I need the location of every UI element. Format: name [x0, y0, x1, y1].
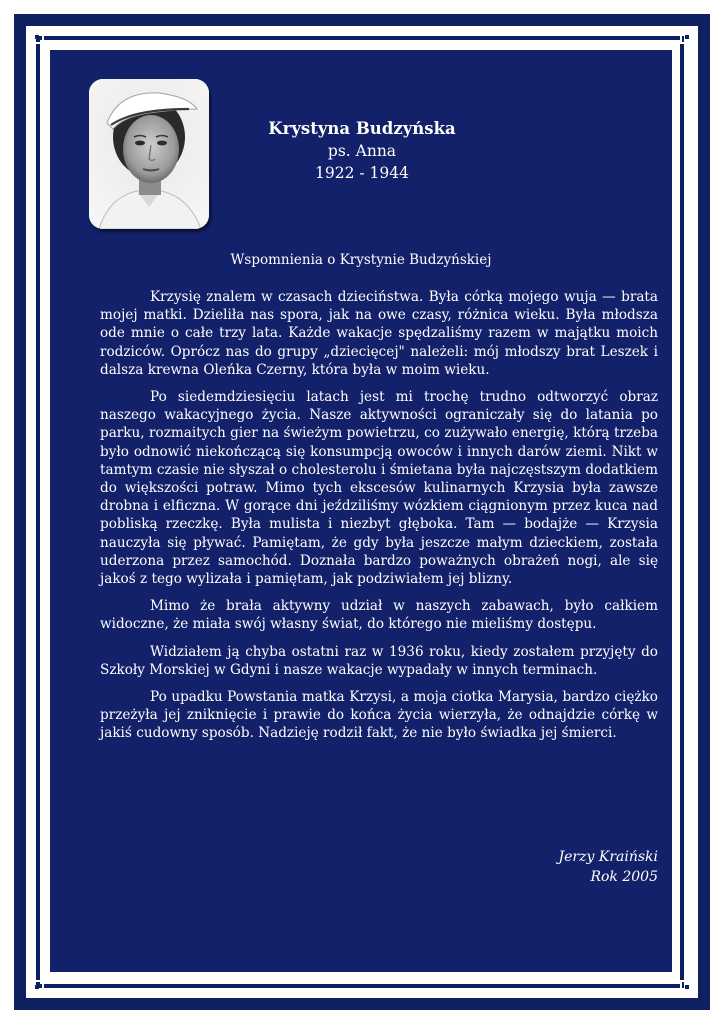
paragraph: Widziałem ją chyba ostatni raz w 1936 roku, kiedy zostałem przyjęty do Szkoły Morskiej w Gdyni i nasze wakacje wypadały w innych terminach.: [100, 643, 658, 678]
signature-author: Jerzy Kraiński: [558, 849, 658, 865]
paragraph: Po siedemdziesięciu latach jest mi trochę trudno odtworzyć obraz naszego wakacyjnego życia. Nasze aktywności ograniczały się do latania po parku, rozmaitych gier na świeżym powietrzu, co zużywało energię, którą trzeba było odnowić niekończącą się konsumpcją owoców i innych darów ziemi. Nikt w tamtym czasie nie słyszał o cholesterolu i śmietana była najczęstszym dodatkiem do większości potraw. Mimo tych ekscesów kulinarnych Krzysia była zawsze drobna i elficzna. W gorące dni jeździliśmy wózkiem ciągnionym przez kuca nad pobliską rzeczkę. Była mulista i niezbyt głęboka. Tam — bodajże — Krzysia nauczyła się pływać. Pamiętam, że gdy była jeszcze małym dzieckiem, została uderzona przez samochód. Doznała bardzo poważnych obrażeń nogi, ale się jakoś z tego wylizała i pamiętam, jak podziwiałem jej blizny.: [100, 389, 658, 588]
paragraph: Krzysię znalem w czasach dzieciństwa. Była córką mojego wuja — brata mojej matki. Dzieliła nas spora, jak na owe czasy, różnica wieku. Była młodsza ode mnie o całe trzy lata. Każde wakacje spędzaliśmy razem w majątku moich rodziców. Oprócz nas do grupy „dziecięcej" należeli: mój młodszy brat Leszek i dalsza krewna Oleńka Czerny, która była w moim wieku.: [100, 289, 658, 378]
corner-ornament-bottom-left: [30, 980, 44, 994]
person-alias: ps. Anna: [327, 142, 397, 160]
memoir-body: [100, 288, 658, 752]
person-header: [230, 118, 494, 184]
corner-ornament-top-right: [680, 30, 694, 44]
corner-ornament-bottom-right: [680, 980, 694, 994]
paragraph: Mimo że brała aktywny udział w naszych zabawach, było całkiem widoczne, że miała swój własny świat, do którego nie mieliśmy dostępu.: [100, 598, 658, 633]
signature-date: Rok 2005: [590, 869, 658, 885]
memoir-title: Wspomnienia o Krystynie Budzyńskiej: [230, 252, 492, 268]
paragraph: Po upadku Powstania matka Krzysi, a moja ciotka Marysia, bardzo ciężko przeżyła jej zniknięcie i prawie do końca życia wierzyła, że odnajdzie córkę w jakiś cudowny sposób. Nadzieję rodził fakt, że nie było świadka jej śmierci.: [100, 689, 658, 742]
signature: [559, 847, 658, 887]
portrait-image: [89, 79, 209, 229]
person-years: 1922 - 1944: [315, 164, 409, 182]
portrait-photo: [89, 79, 209, 229]
person-name: Krystyna Budzyńska: [268, 119, 456, 138]
content-panel: [50, 50, 672, 972]
corner-ornament-top-left: [30, 30, 44, 44]
